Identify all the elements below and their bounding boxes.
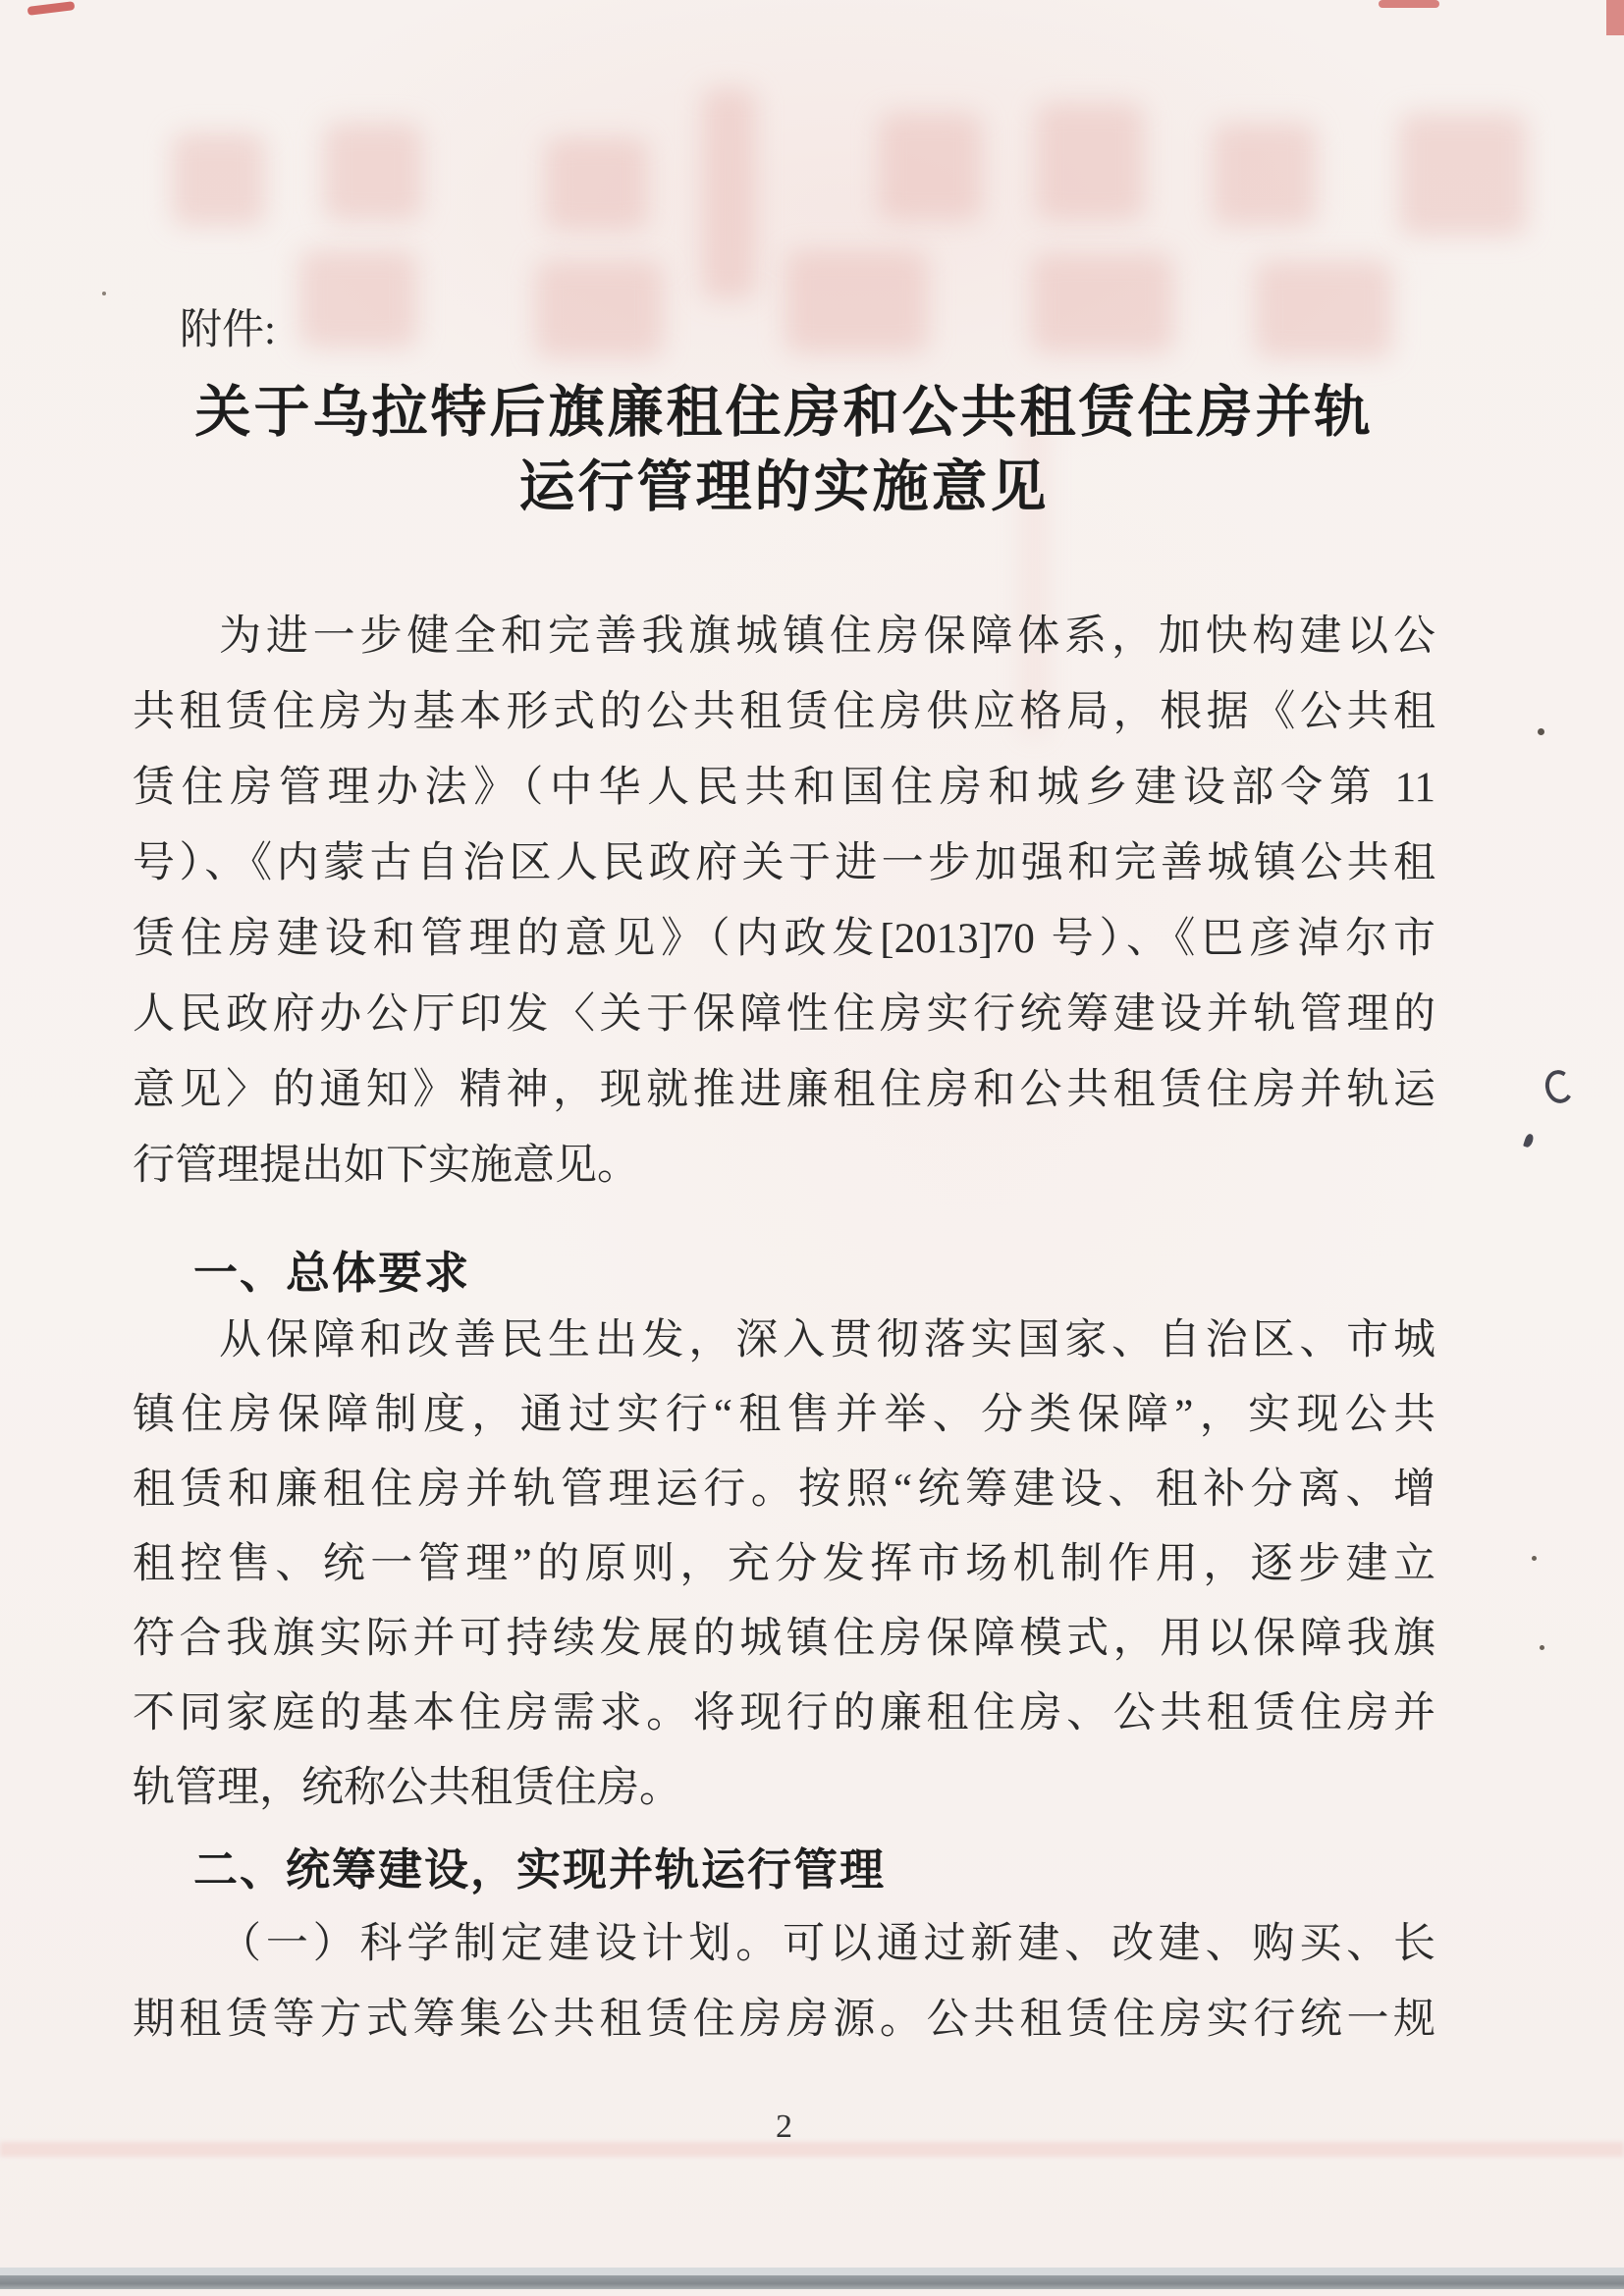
scan-edge-highlight — [0, 2268, 1624, 2275]
text-line: 共租赁住房为基本形式的公共租赁住房供应格局，根据《公共租 — [133, 689, 1435, 735]
text-line: 租赁和廉租住房并轨管理运行。按照“统筹建设、租补分离、增 — [133, 1467, 1435, 1513]
page-number: 2 — [776, 2109, 792, 2145]
pen-mark — [1543, 1067, 1576, 1105]
text-line: 赁住房管理办法》（中华人民共和国住房和城乡建设部令第 11 — [133, 765, 1435, 811]
paragraph-construction-plan — [133, 1906, 1435, 2057]
document-title — [133, 375, 1435, 524]
text-line: 符合我旗实际并可持续发展的城镇住房保障模式，用以保障我旗 — [133, 1616, 1435, 1662]
text-line: 人民政府办公厅印发〈关于保障性住房实行统筹建设并轨管理的 — [133, 991, 1435, 1038]
text-line: 租控售、统一管理”的原则，充分发挥市场机制作用，逐步建立 — [133, 1541, 1435, 1587]
paragraph-overall-requirements — [133, 1304, 1435, 1826]
scan-corner-mark — [1606, 0, 1624, 35]
document-title-line2: 运行管理的实施意见 — [518, 455, 1050, 518]
section-heading-1: 一、总体要求 — [193, 1248, 471, 1298]
text-line: 从保障和改善民生出发，深入贯彻落实国家、自治区、市城 — [219, 1317, 1435, 1363]
text-line: 赁住房建设和管理的意见》（内政发[2013]70 号）、《巴彦淖尔市 — [133, 916, 1435, 962]
text-line: 镇住房保障制度，通过实行“租售并举、分类保障”，实现公共 — [133, 1392, 1435, 1438]
text-line: 期租赁等方式筹集公共租赁住房房源。公共租赁住房实行统一规 — [133, 1997, 1435, 2043]
ink-speck — [1538, 728, 1544, 735]
document-title-line1: 关于乌拉特后旗廉租住房和公共租赁住房并轨 — [194, 381, 1374, 444]
text-line: 意见〉的通知》精神，现就推进廉租住房和公共租赁住房并轨运 — [133, 1067, 1435, 1113]
ink-speck — [1540, 1645, 1544, 1650]
pen-mark — [1523, 1133, 1535, 1148]
text-line: 不同家庭的基本住房需求。将现行的廉租住房、公共租赁住房并 — [133, 1690, 1435, 1736]
attachment-label: 附件: — [180, 307, 276, 353]
ink-speck — [102, 292, 106, 295]
text-line: 行管理提出如下实施意见。 — [133, 1143, 639, 1189]
scan-edge-strip — [0, 2275, 1624, 2289]
text-line: （一）科学制定建设计划。可以通过新建、改建、购买、长 — [219, 1921, 1435, 1967]
section-heading-2: 二、统筹建设，实现并轨运行管理 — [193, 1844, 887, 1895]
scan-corner-mark — [1379, 0, 1439, 8]
text-line: 轨管理，统称公共租赁住房。 — [133, 1765, 681, 1811]
ink-speck — [1532, 1556, 1537, 1561]
text-line: 号）、《内蒙古自治区人民政府关于进一步加强和完善城镇公共租 — [133, 840, 1435, 886]
paragraph-intro — [133, 599, 1435, 1203]
scan-corner-mark — [27, 1, 76, 16]
text-line: 为进一步健全和完善我旗城镇住房保障体系，加快构建以公 — [219, 614, 1435, 660]
bleed-through-band — [0, 2142, 1624, 2157]
